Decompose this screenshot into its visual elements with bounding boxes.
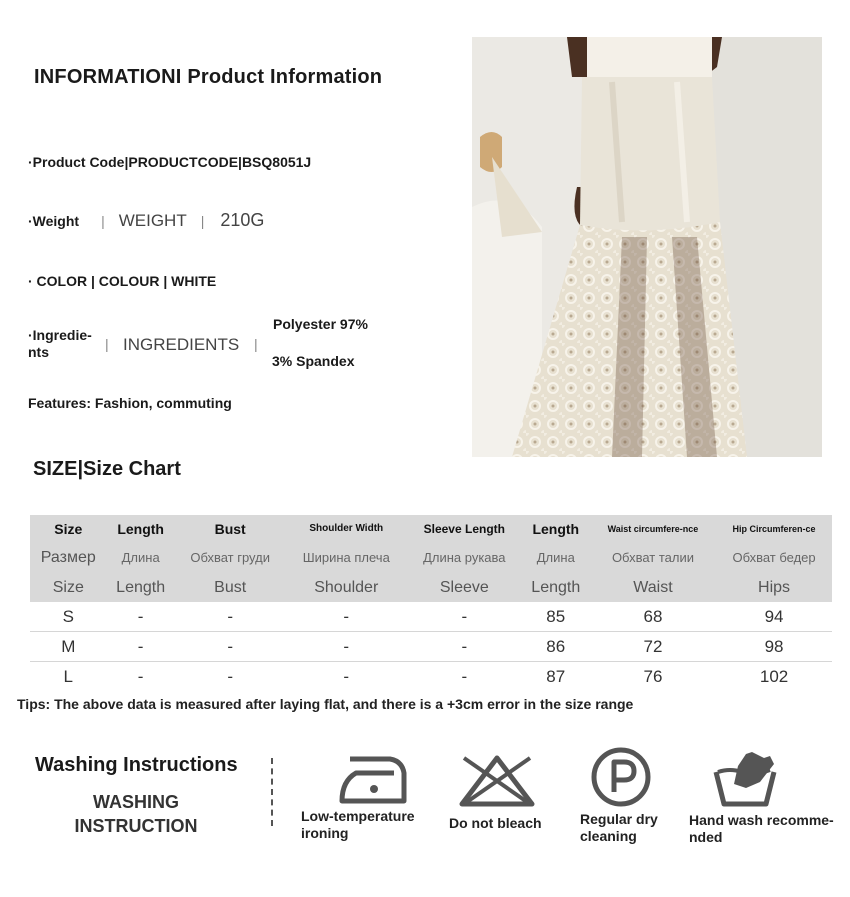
table-cell: - bbox=[175, 632, 286, 662]
product-photo bbox=[472, 37, 822, 457]
size-tips: Tips: The above data is measured after laying flat, and there is a +3cm error in the size range bbox=[17, 696, 634, 712]
table-cell: - bbox=[461, 666, 468, 686]
header-cell: Length bbox=[107, 515, 175, 542]
table-cell: 94 bbox=[716, 602, 832, 632]
iron-icon bbox=[338, 753, 408, 807]
table-cell: 68 bbox=[590, 602, 716, 632]
table-cell: 85 bbox=[522, 602, 590, 632]
table-cell: 87 bbox=[546, 666, 566, 686]
header-cell: Длина bbox=[107, 542, 175, 573]
weight-en: WEIGHT bbox=[118, 210, 187, 230]
table-header-en bbox=[30, 515, 832, 542]
header-cell: Length bbox=[522, 515, 590, 542]
header-cell: Hip Circumferen-ce bbox=[716, 515, 832, 542]
table-cell: 98 bbox=[716, 632, 832, 662]
table-cell: - bbox=[286, 602, 407, 632]
header-cell: Обхват бедер bbox=[716, 542, 832, 573]
color-row: · COLOR | COLOUR | WHITE bbox=[28, 273, 217, 289]
ingredients-en: INGREDIENTS bbox=[123, 335, 240, 354]
header-cell: Размер bbox=[30, 542, 107, 573]
dry-clean-label-line2: cleaning bbox=[580, 828, 637, 844]
header-cell: Ширина плеча bbox=[286, 542, 407, 573]
ingredients-label-line2: nts bbox=[28, 344, 49, 360]
header-cell: Длина рукава bbox=[407, 542, 522, 573]
washing-subtitle bbox=[58, 790, 214, 838]
table-cell: - bbox=[175, 602, 286, 632]
header-cell: Waist circumfere-nce bbox=[590, 515, 716, 542]
table-cell: S bbox=[30, 602, 107, 632]
ingredients-value-2: 3% Spandex bbox=[272, 353, 355, 369]
table-row bbox=[30, 662, 832, 692]
header-cell: Size bbox=[30, 573, 107, 602]
separator: | bbox=[105, 336, 109, 352]
hand-wash-label bbox=[689, 812, 834, 846]
dry-clean-label bbox=[580, 811, 658, 845]
table-row bbox=[30, 632, 832, 662]
table-header-short bbox=[30, 573, 832, 602]
table-cell: - bbox=[227, 666, 233, 686]
weight-label: ·Weight bbox=[28, 212, 80, 229]
table-cell: 102 bbox=[759, 666, 789, 686]
header-cell: Bust bbox=[175, 573, 286, 602]
weight-value: 210G bbox=[220, 210, 265, 230]
table-cell: - bbox=[107, 632, 175, 662]
header-cell: Sleeve bbox=[407, 573, 522, 602]
iron-label-line1: Low-temperature bbox=[301, 808, 415, 824]
table-header-ru bbox=[30, 542, 832, 573]
separator: | bbox=[200, 212, 205, 229]
ingredients-label-line1: ·Ingredie- bbox=[28, 327, 92, 343]
header-cell: Shoulder bbox=[286, 573, 407, 602]
table-cell: - bbox=[343, 666, 350, 686]
header-cell: Length bbox=[107, 573, 175, 602]
table-cell: - bbox=[137, 666, 144, 686]
header-cell: Обхват груди bbox=[175, 542, 286, 573]
table-cell: 76 bbox=[643, 666, 663, 686]
header-cell: Длина bbox=[522, 542, 590, 573]
iron-label-line2: ironing bbox=[301, 825, 349, 841]
header-cell: Hips bbox=[716, 573, 832, 602]
table-cell: - bbox=[107, 602, 175, 632]
table-cell: 72 bbox=[590, 632, 716, 662]
washing-subtitle-line1: WASHING bbox=[92, 792, 179, 812]
separator: | bbox=[101, 212, 105, 229]
size-chart-table bbox=[30, 515, 832, 691]
no-bleach-icon bbox=[458, 752, 536, 808]
header-cell: Обхват талии bbox=[590, 542, 716, 573]
table-cell: - bbox=[407, 632, 522, 662]
dry-clean-p-icon bbox=[590, 746, 652, 808]
size-chart-title: SIZE|Size Chart bbox=[33, 458, 181, 480]
product-info-title: INFORMATIONI Product Information bbox=[34, 66, 383, 88]
table-cell: - bbox=[286, 632, 407, 662]
iron-label bbox=[301, 808, 415, 842]
washing-title: Washing Instructions bbox=[35, 754, 238, 776]
ingredients-label bbox=[28, 327, 92, 361]
header-cell: Size bbox=[30, 515, 107, 542]
table-row bbox=[30, 602, 832, 632]
header-cell: Shoulder Width bbox=[286, 515, 407, 542]
ingredients-value-1: Polyester 97% bbox=[273, 316, 368, 332]
no-bleach-label-line1: Do not bleach bbox=[449, 815, 542, 831]
header-cell: Sleeve Length bbox=[407, 515, 522, 542]
separator: | bbox=[254, 336, 258, 352]
table-cell: M bbox=[30, 632, 107, 662]
no-bleach-label bbox=[449, 815, 542, 832]
header-cell: Length bbox=[522, 573, 590, 602]
divider bbox=[271, 758, 273, 826]
product-code: ·Product Code|PRODUCTCODE|BSQ8051J bbox=[28, 154, 312, 170]
hand-wash-label-line1: Hand wash recomme- bbox=[689, 812, 834, 828]
header-cell: Bust bbox=[175, 515, 286, 542]
table-cell: - bbox=[407, 602, 522, 632]
hand-wash-icon bbox=[712, 748, 778, 808]
hand-wash-label-line2: nded bbox=[689, 829, 723, 845]
features-row: Features: Fashion, commuting bbox=[28, 395, 232, 411]
weight-row bbox=[28, 210, 264, 231]
table-cell: L bbox=[63, 666, 74, 686]
table-cell: 86 bbox=[522, 632, 590, 662]
dry-clean-label-line1: Regular dry bbox=[580, 811, 658, 827]
header-cell: Waist bbox=[590, 573, 716, 602]
washing-subtitle-line2: INSTRUCTION bbox=[74, 816, 198, 836]
